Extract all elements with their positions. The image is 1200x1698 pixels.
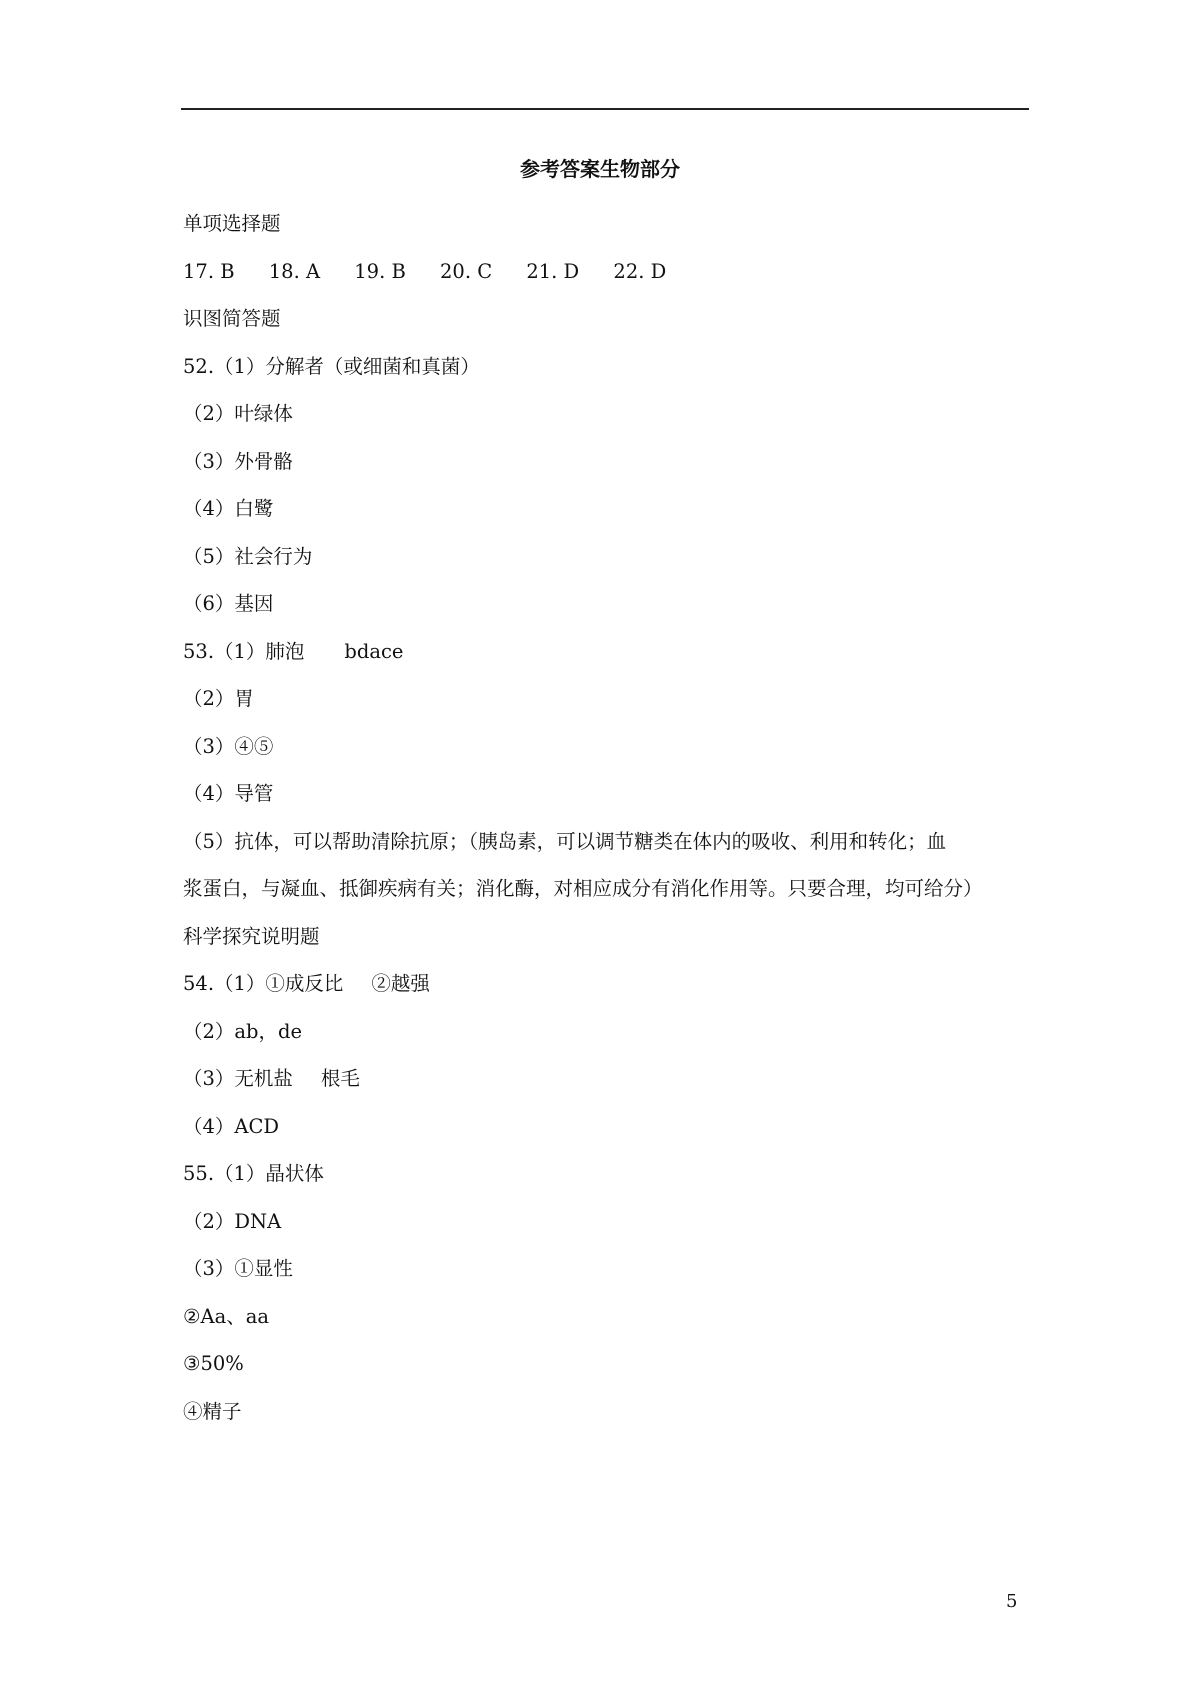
answer-53-5-line1: （5）抗体，可以帮助清除抗原；（胰岛素，可以调节糖类在体内的吸收、利用和转化；血 bbox=[183, 829, 947, 853]
answer-52-5: （5）社会行为 bbox=[183, 544, 313, 568]
answer-53-3: （3）④⑤ bbox=[183, 734, 274, 758]
answer-52-3: （3）外骨骼 bbox=[183, 449, 293, 473]
answer-52-2: （2）叶绿体 bbox=[183, 402, 293, 425]
section-heading-choice: 单项选择题 bbox=[183, 212, 281, 235]
answer-54-1-label: 54.（1）①成反比 bbox=[183, 972, 344, 995]
answer-54-1-value: ②越强 bbox=[371, 972, 430, 995]
choice-answer: 17. B bbox=[183, 259, 235, 283]
answer-55-2: （2）DNA bbox=[183, 1209, 282, 1233]
choice-answer: 19. B bbox=[354, 259, 406, 283]
answer-53-1 bbox=[183, 628, 1043, 676]
section-heading-inquiry: 科学探究说明题 bbox=[183, 924, 320, 948]
answer-54-3 bbox=[183, 1055, 1043, 1103]
answer-55-1: 55.（1）晶状体 bbox=[183, 1162, 324, 1185]
answer-54-3-value: 根毛 bbox=[320, 1067, 360, 1090]
page-number: 5 bbox=[1006, 1591, 1018, 1612]
answer-52-1: 52.（1）分解者（或细菌和真菌） bbox=[183, 354, 480, 378]
answer-53-1-value: bdace bbox=[344, 639, 404, 663]
choice-answer: 22. D bbox=[613, 259, 667, 283]
answer-53-1-label: 53.（1）肺泡 bbox=[183, 639, 305, 663]
answer-54-1 bbox=[183, 960, 1043, 1008]
page-title: 参考答案生物部分 bbox=[520, 157, 680, 181]
answer-55-3-3: ③50% bbox=[183, 1352, 244, 1375]
choice-answer: 20. C bbox=[440, 259, 493, 283]
answer-content bbox=[183, 200, 1043, 1435]
answer-54-3-label: （3）无机盐 bbox=[183, 1067, 293, 1090]
answer-53-4: （4）导管 bbox=[183, 782, 274, 805]
answer-52-4: （4）白鹭 bbox=[183, 497, 274, 520]
choice-answer: 21. D bbox=[526, 259, 580, 283]
answer-52-6: （6）基因 bbox=[183, 592, 274, 615]
answer-53-2: （2）胃 bbox=[183, 687, 254, 710]
section-heading-figure: 识图简答题 bbox=[183, 307, 281, 330]
choice-answer: 18. A bbox=[268, 259, 321, 283]
choice-answers-row bbox=[183, 248, 1043, 296]
answer-55-3-4: ④精子 bbox=[183, 1399, 242, 1423]
answer-55-3: （3）①显性 bbox=[183, 1257, 293, 1280]
answer-55-3-2: ②Aa、aa bbox=[183, 1304, 269, 1328]
header-rule bbox=[181, 108, 1029, 110]
answer-53-5-line2: 浆蛋白，与凝血、抵御疾病有关；消化酶，对相应成分有消化作用等。只要合理，均可给分） bbox=[183, 877, 983, 900]
answer-54-4: （4）ACD bbox=[183, 1114, 280, 1138]
answer-54-2: （2）ab，de bbox=[183, 1019, 303, 1043]
